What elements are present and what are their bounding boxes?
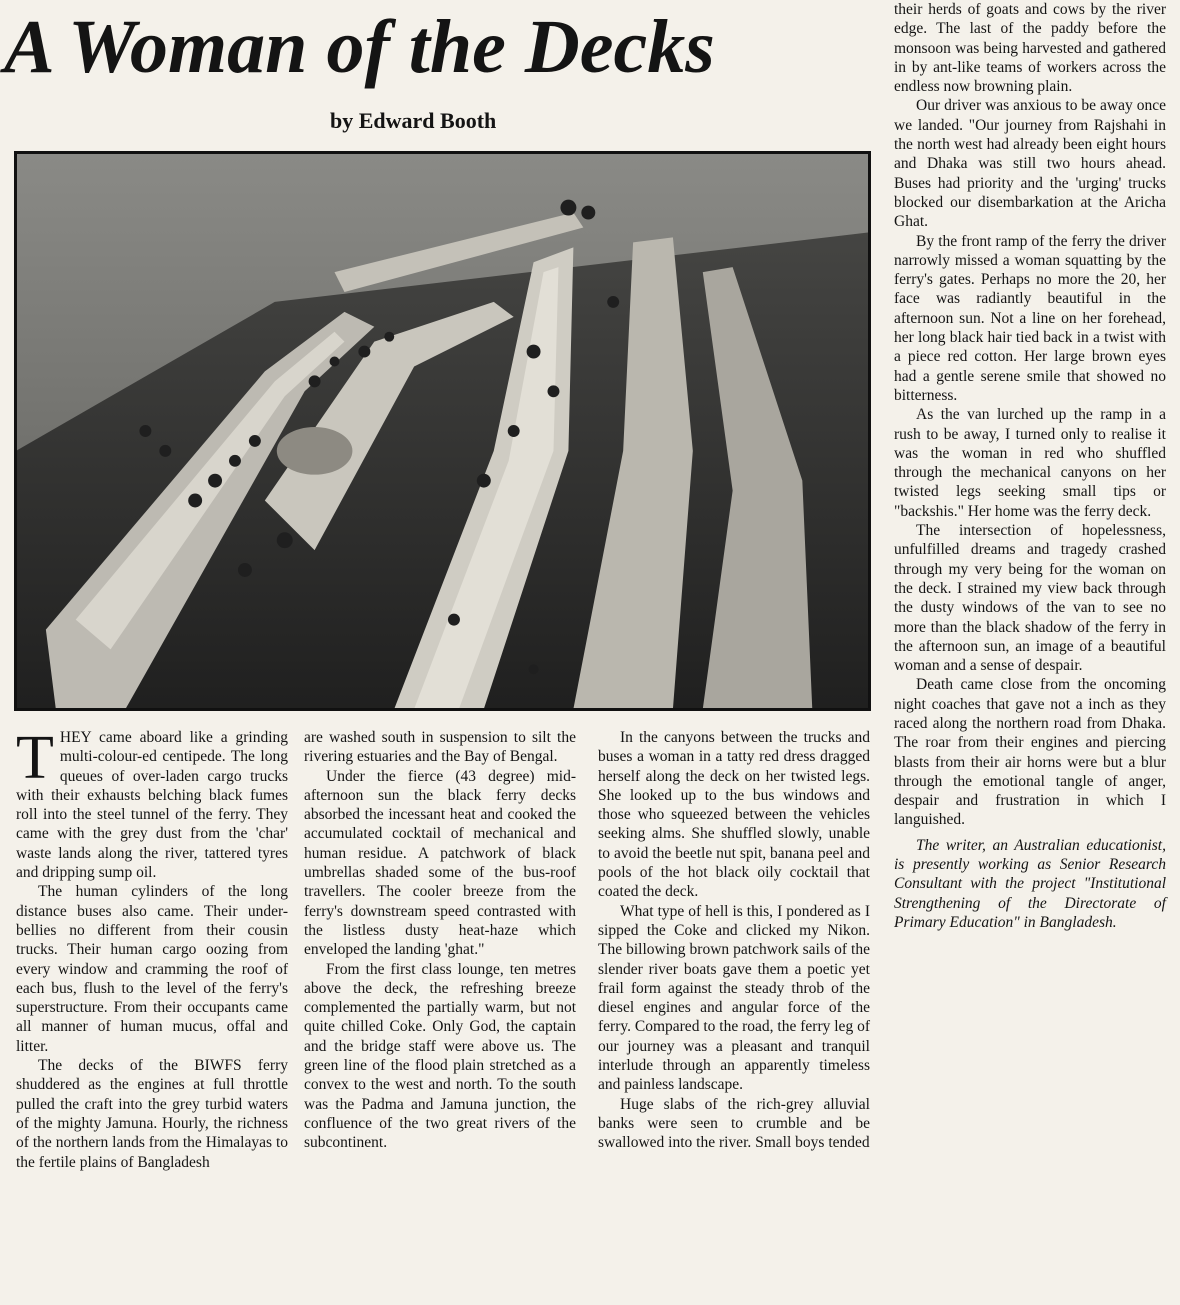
article-column-3	[598, 728, 870, 1153]
ferry-photo	[14, 151, 871, 711]
article-column-1	[16, 724, 288, 1172]
ferry-photo-illustration	[16, 153, 869, 709]
paragraph: Huge slabs of the rich-grey alluvial banks were seen to crumble and be swallowed into the river. Small boys tended	[598, 1095, 870, 1152]
paragraph-text: HEY came aboard like a grinding multi-colour-ed centipede. The long queues of over-laden cargo trucks with their exhausts belching black fumes roll into the steel tunnel of the ferry. They came with the grey dust from the 'char' waste lands along the river, tattered tyres and dripping sump oil.	[16, 729, 288, 882]
article-column-4	[894, 0, 1166, 932]
paragraph: In the canyons between the trucks and buses a woman in a tatty red dress dragged herself along the deck on her twisted legs. She looked up to the bus windows and those who squeezed between the vehicles seeking alms. She shuffled slowly, unable to avoid the beetle nut spit, banana peel and pools of the hot black oily cocktail that coated the deck.	[598, 729, 870, 901]
byline: by Edward Booth	[330, 108, 497, 133]
paragraph: The intersection of hopelessness, unfulfilled dreams and tragedy crashed through my very being for the woman on the deck. I strained my view back through the dusty windows of the van to see no more than the black shadow of the ferry in the afternoon sun, an image of a beautiful woman and a sense of despair.	[894, 522, 1166, 675]
paragraph: The human cylinders of the long distance buses also came. Their under-bellies no different from their cousin trucks. Their human cargo oozing from every window and cramming the roof of each bus, flush to the level of the ferry's superstructure. From their occupants came all manner of human mucus, offal and litter.	[16, 883, 288, 1055]
paragraph	[16, 724, 288, 882]
headline: A Woman of the Decks	[4, 5, 715, 89]
paragraph: Our driver was anxious to be away once we landed. "Our journey from Rajshahi in the north west had already been eight hours and Dhaka was still two hours ahead. Buses had priority and the 'urging' trucks blocked our disembarkation at the Aricha Ghat.	[894, 97, 1166, 231]
paragraph: From the first class lounge, ten metres above the deck, the refreshing breeze complemented the partially warm, but not quite chilled Coke. Only God, the captain and the bridge staff were above us. The green line of the flood plain stretched as a convex to the west and north. To the south was the Padma and Jamuna junction, the confluence of the two great rivers of the subcontinent.	[304, 960, 576, 1152]
paragraph: are washed south in suspension to silt the rivering estuaries and the Bay of Bengal.	[304, 729, 576, 766]
paragraph: Death came close from the oncoming night coaches that gave not a inch as they raced along the northern road from Dhaka. The roar from their engines and piercing blasts from their air horns were but a blur through the emotional tangle of anger, despair and frustration in which I languished.	[894, 676, 1166, 829]
author-note: The writer, an Australian educationist, is presently working as Senior Research Consultant with the project "Institutional Strengthening of the Directorate of Primary Education" in Bangladesh.	[894, 836, 1166, 931]
article-column-2	[304, 728, 576, 1153]
paragraph: their herds of goats and cows by the river edge. The last of the paddy before the monsoon was being harvested and gathered in by ant-like teams of workers across the endless now browning plain.	[894, 1, 1166, 96]
drop-cap: T	[16, 724, 54, 792]
paragraph: By the front ramp of the ferry the driver narrowly missed a woman squatting by the ferry's gates. Perhaps no more the 20, her face was radiantly beautiful in the afternoon sun. Not a line on her forehead, her long black hair tied back in a twist with a piece red cotton. Her large brown eyes had a gentle serene smile that showed no bitterness.	[894, 232, 1166, 404]
paragraph: What type of hell is this, I pondered as I sipped the Coke and clicked my Nikon. The billowing brown patchwork sails of the slender river boats gave them a poetic yet frail form against the steady throb of the diesel engines and angular force of the ferry. Compared to the road, the ferry leg of our journey was a pleasant and tranquil interlude through an apparently timeless and painless landscape.	[598, 902, 870, 1094]
paragraph: Under the fierce (43 degree) mid-afternoon sun the black ferry decks absorbed the incessant heat and cooked the accumulated cocktail of mechanical and human residue. A patchwork of black umbrellas shaded some of the bus-roof travellers. The cooler breeze from the ferry's downstream speed contrasted with the listless dusty heat-haze which enveloped the landing 'ghat."	[304, 767, 576, 959]
paragraph: As the van lurched up the ramp in a rush to be away, I turned only to realise it was the woman in red who shuffled through the mechanical canyons on her twisted legs seeking small tips or "backshis." Her home was the ferry deck.	[894, 406, 1166, 520]
paragraph: The decks of the BIWFS ferry shuddered as the engines at full throttle pulled the craft into the grey turbid waters of the mighty Jamuna. Hourly, the richness of the northern lands from the Himalayas to the fertile plains of Bangladesh	[16, 1057, 288, 1171]
